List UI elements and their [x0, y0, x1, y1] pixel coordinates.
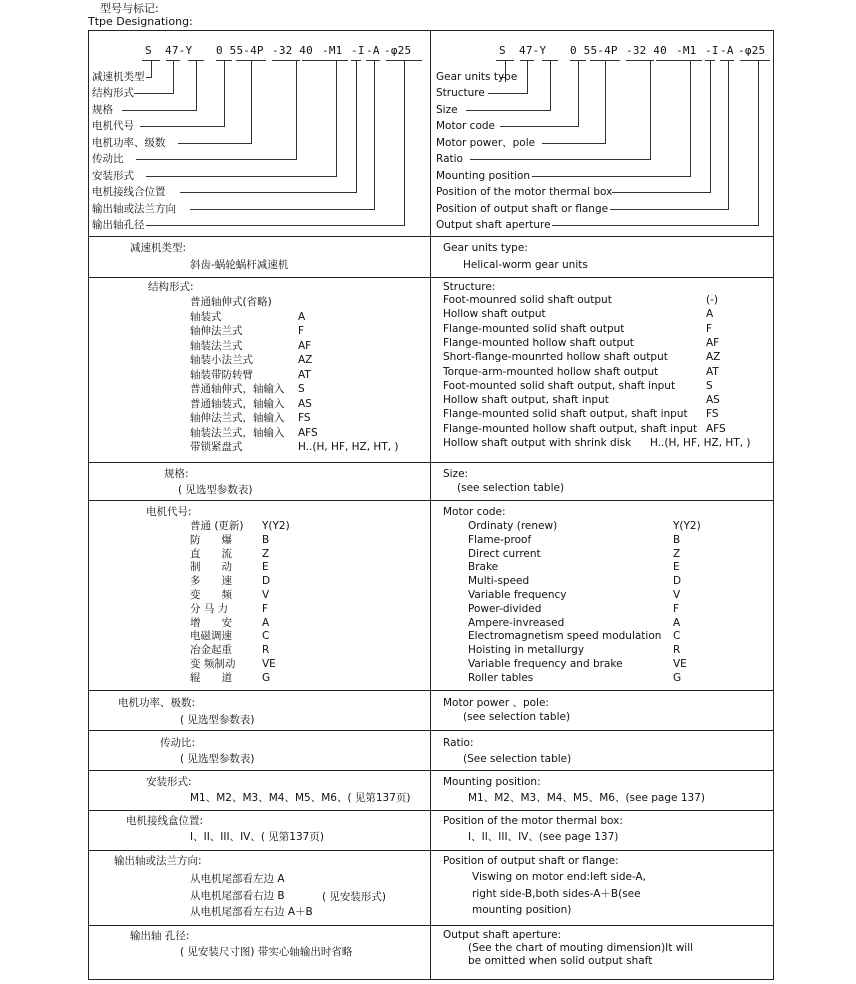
motor-en-name: Hoisting in metallurgy [468, 644, 585, 657]
motor-cn-code: A [262, 616, 270, 629]
motor-en-code: D [673, 575, 682, 588]
motor-cn-name: 防 爆 [190, 533, 232, 546]
shaft-direction-line-cn: 从电机尾部看左边 A [190, 873, 285, 885]
motor-en-code: B [673, 533, 681, 546]
motor-en-code: V [673, 589, 681, 601]
motor-en-code: C [673, 630, 681, 643]
code-token: -A [366, 44, 380, 57]
ratio-value-cn: ( 见选型参数表) [180, 753, 255, 765]
row-divider [88, 730, 774, 731]
structure-en-name: Foot-mounted solid shaft output, shaft input [443, 379, 676, 392]
legend-label: 结构形式 [92, 87, 134, 99]
shaft-direction-line-cn: 从电机尾部看右边 B [190, 890, 285, 902]
row-divider [88, 277, 774, 278]
structure-cn-name: 普通轴伸式(省略) [190, 296, 272, 308]
legend-label: 规格 [92, 104, 113, 116]
legend-label: Ratio [436, 153, 463, 165]
structure-title-cn: 结构形式: [148, 281, 194, 293]
structure-cn-code: F [298, 325, 305, 337]
mounting-value-en: M1、M2、M3、M4、M5、M6、(see page 137) [468, 792, 705, 804]
motor-en-name: Flame-proof [468, 533, 532, 546]
motor-cn-name: 多 速 [190, 575, 232, 588]
structure-en-name: Hollow shaft output, shaft input [443, 394, 609, 407]
motor-en-code: Z [673, 547, 681, 560]
motor-en-code: VE [673, 658, 687, 670]
shaft-direction-note-cn: ( 见安装形式) [322, 891, 387, 903]
structure-en-code: F [706, 322, 713, 335]
legend-label: Structure [436, 87, 485, 99]
code-token: 47-Y [165, 44, 193, 57]
code-token: 0 55-4P [216, 44, 264, 57]
thermal-box-title-cn: 电机接线盒位置: [126, 815, 204, 827]
motor-power-title-en: Motor power 、pole: [443, 697, 549, 709]
gear-type-title-cn: 减速机类型: [130, 242, 187, 254]
heading-en: Ttpe Designationg: [88, 15, 193, 28]
motor-en-name: Power-divided [468, 602, 542, 615]
thermal-box-value-en: I、II、III、IV、(see page 137) [468, 831, 619, 843]
thermal-box-title-en: Position of the motor thermal box: [443, 815, 623, 827]
row-divider [88, 850, 774, 851]
thermal-box-value-cn: I、II、III、IV、( 见第137页) [190, 831, 324, 843]
gear-type-value-cn: 斜齿-蜗轮蜗杆减速机 [190, 259, 289, 271]
motor-en-code: A [673, 616, 681, 629]
mounting-title-cn: 安装形式: [146, 776, 192, 788]
motor-cn-name: 变 频 [190, 589, 232, 601]
motor-en-code: Y(Y2) [673, 520, 701, 532]
code-token: -φ25 [738, 44, 766, 57]
shaft-direction-line-en: right side-B,both sides-A＋B(see [472, 888, 641, 900]
legend-label: 输出轴孔径 [92, 219, 145, 231]
motor-en-code: R [673, 644, 681, 657]
legend-label: 输出轴或法兰方向 [92, 203, 176, 215]
code-token: -32 40 [272, 44, 313, 57]
motor-cn-code: VE [262, 658, 276, 670]
legend-label: Output shaft aperture [436, 219, 551, 231]
structure-en-name: Hollow shaft output with shrink disk [443, 437, 632, 449]
legend-label: 安装形式 [92, 170, 134, 182]
structure-cn-code: AS [298, 397, 312, 410]
motor-en-name: Ampere-invreased [468, 616, 565, 629]
legend-label: Position of output shaft or flange [436, 203, 609, 215]
structure-cn-name: 轴装带防转臂 [190, 368, 253, 381]
aperture-title-en: Output shaft aperture: [443, 929, 562, 941]
structure-cn-name: 普通轴伸式，轴输入 [190, 383, 285, 395]
structure-cn-code: AF [298, 339, 312, 352]
gear-type-value-en: Helical-worm gear units [463, 259, 588, 271]
shaft-direction-line-en: Viswing on motor end:left side-A, [472, 871, 647, 883]
structure-cn-code: AT [298, 368, 311, 381]
structure-cn-code: AZ [298, 354, 313, 366]
structure-cn-name: 轴装法兰式 [190, 339, 243, 352]
motor-cn-code: C [262, 630, 270, 643]
structure-cn-code: AFS [298, 426, 318, 439]
legend-label: Motor code [436, 120, 496, 132]
aperture-title-cn: 输出轴 孔径: [130, 930, 190, 942]
code-token: -I [705, 44, 719, 57]
row-divider [88, 500, 774, 501]
structure-en-code: A [706, 308, 714, 321]
structure-cn-name: 轴伸法兰式，轴输入 [190, 412, 285, 424]
motor-power-value-en: (see selection table) [463, 711, 571, 723]
motor-cn-code: V [262, 589, 270, 601]
motor-en-name: Variable frequency [468, 589, 567, 601]
motor-cn-name: 电磁调速 [190, 630, 232, 643]
ratio-title-cn: 传动比: [160, 737, 196, 749]
motor-cn-code: E [262, 561, 269, 574]
structure-en-name: Foot-mounred solid shaft output [443, 294, 612, 306]
motor-cn-code: F [262, 602, 269, 615]
code-token: -I [351, 44, 365, 57]
legend-label: 传动比 [92, 153, 124, 165]
motor-en-code: E [673, 561, 680, 574]
motor-cn-code: D [262, 575, 271, 588]
legend-label: 电机功率、级数 [92, 137, 166, 149]
motor-power-value-cn: ( 见选型参数表) [180, 714, 255, 726]
structure-en-code: AZ [706, 351, 721, 364]
motor-cn-code: Z [262, 547, 270, 560]
motor-cn-name: 直 流 [190, 547, 232, 560]
structure-cn-name: 轴装法兰式，轴输入 [190, 426, 285, 439]
motor-cn-name: 增 安 [190, 616, 232, 629]
size-value-en: (see selection table) [457, 482, 565, 494]
motor-en-name: Roller tables [468, 671, 534, 684]
aperture-line-en: be omitted when solid output shaft [468, 955, 653, 967]
structure-en-code: AFS [706, 422, 726, 435]
legend-label: 电机接线合位置 [92, 186, 166, 198]
structure-cn-name: 带锁紧盘式 [190, 441, 243, 453]
legend-label: Gear units type [436, 71, 518, 83]
row-divider [88, 770, 774, 771]
motor-cn-code: R [262, 644, 270, 657]
motor-cn-code: B [262, 533, 270, 546]
code-token: -A [720, 44, 734, 57]
size-title-cn: 规格: [164, 468, 189, 480]
legend-label: 减速机类型 [92, 71, 145, 83]
structure-en-name: Short-flange-mounrted hollow shaft output [443, 351, 668, 364]
motor-cn-name: 制 动 [190, 561, 232, 574]
row-divider [88, 690, 774, 691]
structure-cn-name: 轴装式 [190, 310, 222, 323]
code-token: -32 40 [626, 44, 667, 57]
structure-cn-code: A [298, 310, 306, 323]
structure-en-code: FS [706, 408, 719, 421]
structure-en-code: AT [706, 365, 719, 378]
center-divider [430, 30, 431, 980]
shaft-direction-title-en: Position of output shaft or flange: [443, 855, 619, 867]
structure-en-code: AS [706, 394, 720, 407]
structure-en-name: Flange-mounted solid shaft output, shaft input [443, 408, 688, 421]
heading-cn: 型号与标记: [100, 2, 159, 15]
row-divider [88, 925, 774, 926]
shaft-direction-line-cn: 从电机尾部看左右边 A＋B [190, 906, 313, 918]
motor-cn-name: 冶金起重 [190, 644, 232, 657]
motor-en-code: G [673, 671, 682, 684]
structure-en-name: Flange-mounted solid shaft output [443, 322, 625, 335]
motor-cn-code: Y(Y2) [262, 520, 290, 532]
structure-en-name: Flange-mounted hollow shaft output, shaft input [443, 422, 698, 435]
aperture-value-cn: ( 见安装尺寸图) 带实心轴输出时省略 [180, 946, 353, 958]
row-divider [88, 462, 774, 463]
motor-en-name: Electromagnetism speed modulation [468, 630, 662, 643]
structure-title-en: Structure: [443, 281, 496, 293]
aperture-line-en: (See the chart of mouting dimension)It will [468, 942, 694, 954]
motor-code-title-cn: 电机代号: [146, 506, 192, 518]
structure-cn-code: FS [298, 412, 311, 424]
motor-cn-name: 分 马 力 [190, 602, 229, 615]
code-token: -M1 [676, 44, 697, 57]
motor-en-name: Ordinaty (renew) [468, 520, 558, 532]
row-divider [88, 236, 774, 237]
row-divider [88, 810, 774, 811]
code-token: 47-Y [519, 44, 547, 57]
ratio-value-en: (See selection table) [463, 753, 572, 765]
structure-cn-name: 普通轴装式，轴输入 [190, 397, 285, 410]
structure-cn-code: H..(H, HF, HZ, HT, ) [298, 441, 399, 453]
ratio-title-en: Ratio: [443, 737, 474, 749]
shaft-direction-line-en: mounting position) [472, 904, 572, 916]
legend-label: 电机代号 [92, 120, 134, 132]
legend-label: Size [436, 104, 458, 116]
motor-cn-name: 辊 道 [190, 671, 232, 684]
legend-label: Motor power、pole [436, 137, 536, 149]
size-value-cn: ( 见选型参数表) [178, 484, 253, 496]
structure-en-name: Flange-mounted hollow shaft output [443, 336, 634, 349]
mounting-value-cn: M1、M2、M3、M4、M5、M6、( 见第137页) [190, 792, 411, 804]
motor-cn-name: 普通 (更新) [190, 520, 244, 532]
legend-label: Mounting position [436, 170, 531, 182]
motor-en-name: Direct current [468, 547, 541, 560]
motor-cn-name: 变 频制动 [190, 658, 236, 670]
structure-cn-code: S [298, 383, 305, 395]
size-title-en: Size: [443, 468, 469, 480]
structure-cn-name: 轴装小法兰式 [190, 354, 253, 366]
structure-en-code: S [706, 379, 713, 392]
motor-en-name: Variable frequency and brake [468, 658, 623, 670]
structure-en-code: H..(H, HF, HZ, HT, ) [650, 437, 751, 449]
structure-en-name: Hollow shaft output [443, 308, 546, 321]
motor-en-code: F [673, 602, 680, 615]
structure-en-name: Torque-arm-mounted hollow shaft output [443, 365, 659, 378]
motor-power-title-cn: 电机功率、极数: [118, 697, 196, 709]
code-token: -M1 [322, 44, 343, 57]
motor-en-name: Multi-speed [468, 575, 530, 588]
code-token: 0 55-4P [570, 44, 618, 57]
mounting-title-en: Mounting position: [443, 776, 541, 788]
shaft-direction-title-cn: 输出轴或法兰方向: [114, 855, 202, 867]
structure-en-code: (-) [706, 294, 718, 306]
code-token: S [499, 44, 506, 57]
motor-code-title-en: Motor code: [443, 506, 506, 518]
code-token: -φ25 [384, 44, 412, 57]
code-token: S [145, 44, 152, 57]
gear-type-title-en: Gear units type: [443, 242, 528, 254]
motor-cn-code: G [262, 671, 271, 684]
legend-label: Position of the motor thermal box [436, 186, 613, 198]
structure-en-code: AF [706, 336, 720, 349]
structure-cn-name: 轴伸法兰式 [190, 325, 243, 337]
motor-en-name: Brake [468, 561, 499, 574]
